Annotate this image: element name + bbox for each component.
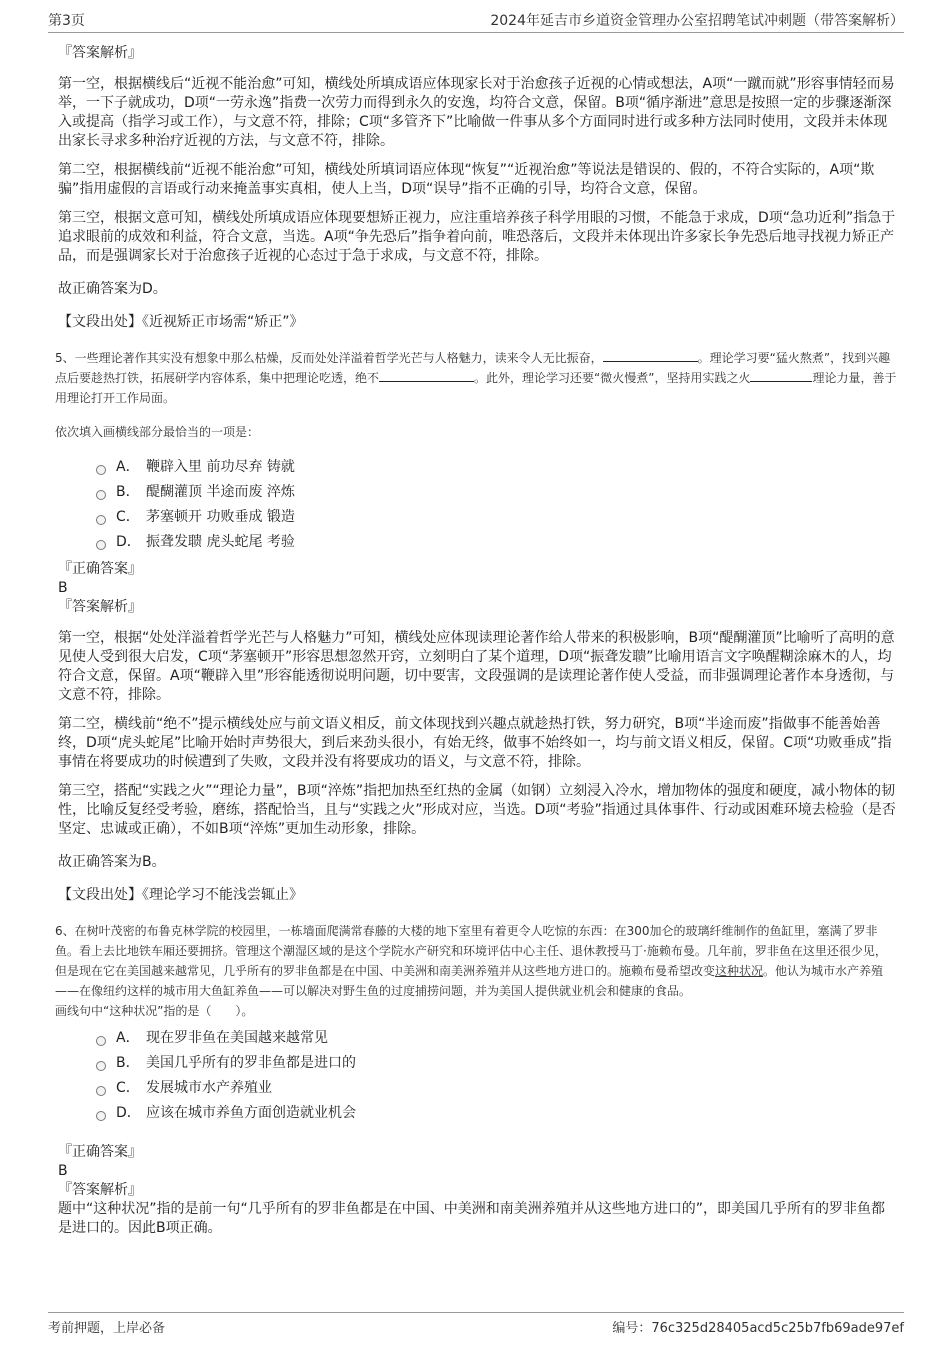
analysis-label: 『答案解析』 [58,599,142,615]
source-citation: 【文段出处】《近视矫正市场需“矫正”》 [58,314,304,330]
option-c[interactable]: C． 茅塞顿开 功败垂成 锻造 [96,508,898,533]
option-b[interactable]: B． 醍醐灌顶 半途而废 淬炼 [96,483,898,508]
option-c[interactable]: C． 发展城市水产养殖业 [96,1079,898,1104]
options-list [96,458,898,558]
analysis-paragraph: 第一空，根据横线后“近视不能治愈”可知，横线处所填成语应体现家长对于治愈孩子近视的心情或想法，A项“一蹴而就”形容事情轻而易举，一下子就成功，D项“一劳永逸”指费一次劳力而得到永久的安逸，均符合文意，保留。B项“循序渐进”意思是按照一定的步骤逐渐深入或提高（指学习或工作），与文意不符，排除；C项“多管齐下”比喻做一件事从多个方面同时进行或多种方法同时使用，文段并未体现出家长寻求多种治疗近视的方法，与文意不符，排除。 [58,76,895,149]
analysis-label: 『答案解析』 [58,45,142,61]
analysis-paragraph: 第三空，根据文意可知，横线处所填成语应体现要想矫正视力，应注重培养孩子科学用眼的习惯，不能急于求成，D项“急功近利”指急于追求眼前的成效和利益，符合文意，当选。A项“争先恐后”指争着向前，唯恐落后，文段并未体现出许多家长争先恐后地寻找视力矫正产品，而是强调家长对于治愈孩子近视的心态过于急于求成，与文意不符，排除。 [58,210,896,264]
radio-icon[interactable] [96,540,106,550]
conclusion: 故正确答案为D。 [58,281,167,297]
page-header [48,10,904,33]
radio-icon[interactable] [96,490,106,500]
question-prompt: 依次填入画横线部分最恰当的一项是： [55,425,260,439]
question-prompt: 画线句中“这种状况”指的是（ ）。 [55,1004,254,1018]
radio-icon[interactable] [96,1111,106,1121]
analysis-paragraph: 第二空，横线前“绝不”提示横线处应与前文语义相反，前文体现找到兴趣点就趁热打铁，努力研究，B项“半途而废”指做事不能善始善终，D项“虎头蛇尾”比喻开始时声势很大，到后来劲头很小，有始无终，做事不始终如一，均与前文语义相反，保留。C项“功败垂成”指事情在将要成功的时候遭到了失败，文段并没有将要成功的语义，与文意不符，排除。 [58,716,892,770]
correct-answer-label: 『正确答案』 [58,561,142,577]
analysis-paragraph: 第一空，根据“处处洋溢着哲学光芒与人格魅力”可知，横线处应体现读理论著作给人带来的积极影响，B项“醍醐灌顶”比喻听了高明的意见使人受到很大启发，C项“茅塞顿开”形容思想忽然开窍，立刻明白了某个道理，D项“振聋发聩”比喻用语言文字唤醒糊涂麻木的人，均符合文意，保留。A项“鞭辟入里”形容能透彻说明问题，切中要害，文段强调的是读理论著作使人受益，而非强调理论著作本身透彻，与文意不符，排除。 [58,630,895,703]
analysis-paragraph: 第三空，搭配“实践之火”“理论力量”，B项“淬炼”指把加热至红热的金属（如钢）立刻浸入冷水，增加物体的强度和硬度，减小物体的韧性，比喻反复经受考验，磨练，搭配恰当，且与“实践之火”形成对应，当选。D项“考验”指通过具体事件、行动或困难环境去检验（是否坚定、忠诚或正确），不如B项“淬炼”更加生动形象，排除。 [58,783,896,837]
page-content [55,44,898,1238]
correct-answer: B [58,580,68,596]
radio-icon[interactable] [96,515,106,525]
source-citation: 【文段出处】《理论学习不能浅尝辄止》 [58,887,303,903]
page-number: 第3页 [48,13,85,29]
page-footer [48,1312,904,1337]
option-a[interactable]: A． 现在罗非鱼在美国越来越常见 [96,1029,898,1054]
correct-answer: B [58,1163,68,1179]
correct-answer-label: 『正确答案』 [58,1144,142,1160]
analysis-paragraph: 第二空，根据横线前“近视不能治愈”可知，横线处所填词语应体现“恢复”“近视治愈”等说法是错误的、假的，不符合实际的，A项“欺骗”指用虚假的言语或行动来掩盖事实真相，使人上当，D项“误导”指不正确的引导，均符合文意，保留。 [58,162,875,197]
radio-icon[interactable] [96,465,106,475]
radio-icon[interactable] [96,1086,106,1096]
analysis-label: 『答案解析』 [58,1182,142,1198]
radio-icon[interactable] [96,1061,106,1071]
question-6-stem: 6、在树叶茂密的布鲁克林学院的校园里，一栋墙面爬满常春藤的大楼的地下室里有着更令人吃惊的东西：在300加仑的玻璃纤维制作的鱼缸里，塞满了罗非鱼。看上去比地铁车厢还要拥挤。管理这个潮湿区域的是这个学院水产研究和环境评估中心主任、退休教授马丁·施赖布曼。几年前，罗非鱼在这里还很少见，但是现在它在美国越来越常见，几乎所有的罗非鱼都是在中国、中美洲和南美洲养殖并从这些地方进口的。施赖布曼希望改变这种状况。他认为城市水产养殖——在像纽约这样的城市用大鱼缸养鱼——可以解决对野生鱼的过度捕捞问题，并为美国人提供就业机会和健康的食品。 [55,924,887,998]
question-5-stem: 5、一些理论著作其实没有想象中那么枯燥，反而处处洋溢着哲学光芒与人格魅力，读来令人无比振奋， 。理论学习要“猛火熬煮”，找到兴趣点后要趁热打铁，拓展研学内容体系，集中把理论吃透，绝不 。此外，理论学习还要“微火慢煮”，坚持用实践之火 理论力量，善于用理论打开工作局面。 [55,351,897,405]
option-b[interactable]: B． 美国几乎所有的罗非鱼都是进口的 [96,1054,898,1079]
blank-line [379,369,474,382]
underlined-phrase: 这种状况 [715,964,764,978]
document-title: 2024年延吉市乡道资金管理办公室招聘笔试冲刺题（带答案解析） [490,13,904,29]
document-id: 编号：76c325d28405acd5c25b7fb69ade97ef [612,1321,904,1336]
options-list [96,1029,898,1129]
conclusion: 故正确答案为B。 [58,854,166,870]
radio-icon[interactable] [96,1036,106,1046]
footer-slogan: 考前押题，上岸必备 [48,1321,166,1336]
analysis-paragraph: 题中“这种状况”指的是前一句“几乎所有的罗非鱼都是在中国、中美洲和南美洲养殖并从这些地方进口的”，即美国几乎所有的罗非鱼都是进口的。因此B项正确。 [58,1201,886,1236]
option-d[interactable]: D． 振聋发聩 虎头蛇尾 考验 [96,533,898,558]
blank-line [750,369,812,382]
blank-line [603,349,698,362]
option-d[interactable]: D． 应该在城市养鱼方面创造就业机会 [96,1104,898,1129]
option-a[interactable]: A． 鞭辟入里 前功尽弃 铸就 [96,458,898,483]
